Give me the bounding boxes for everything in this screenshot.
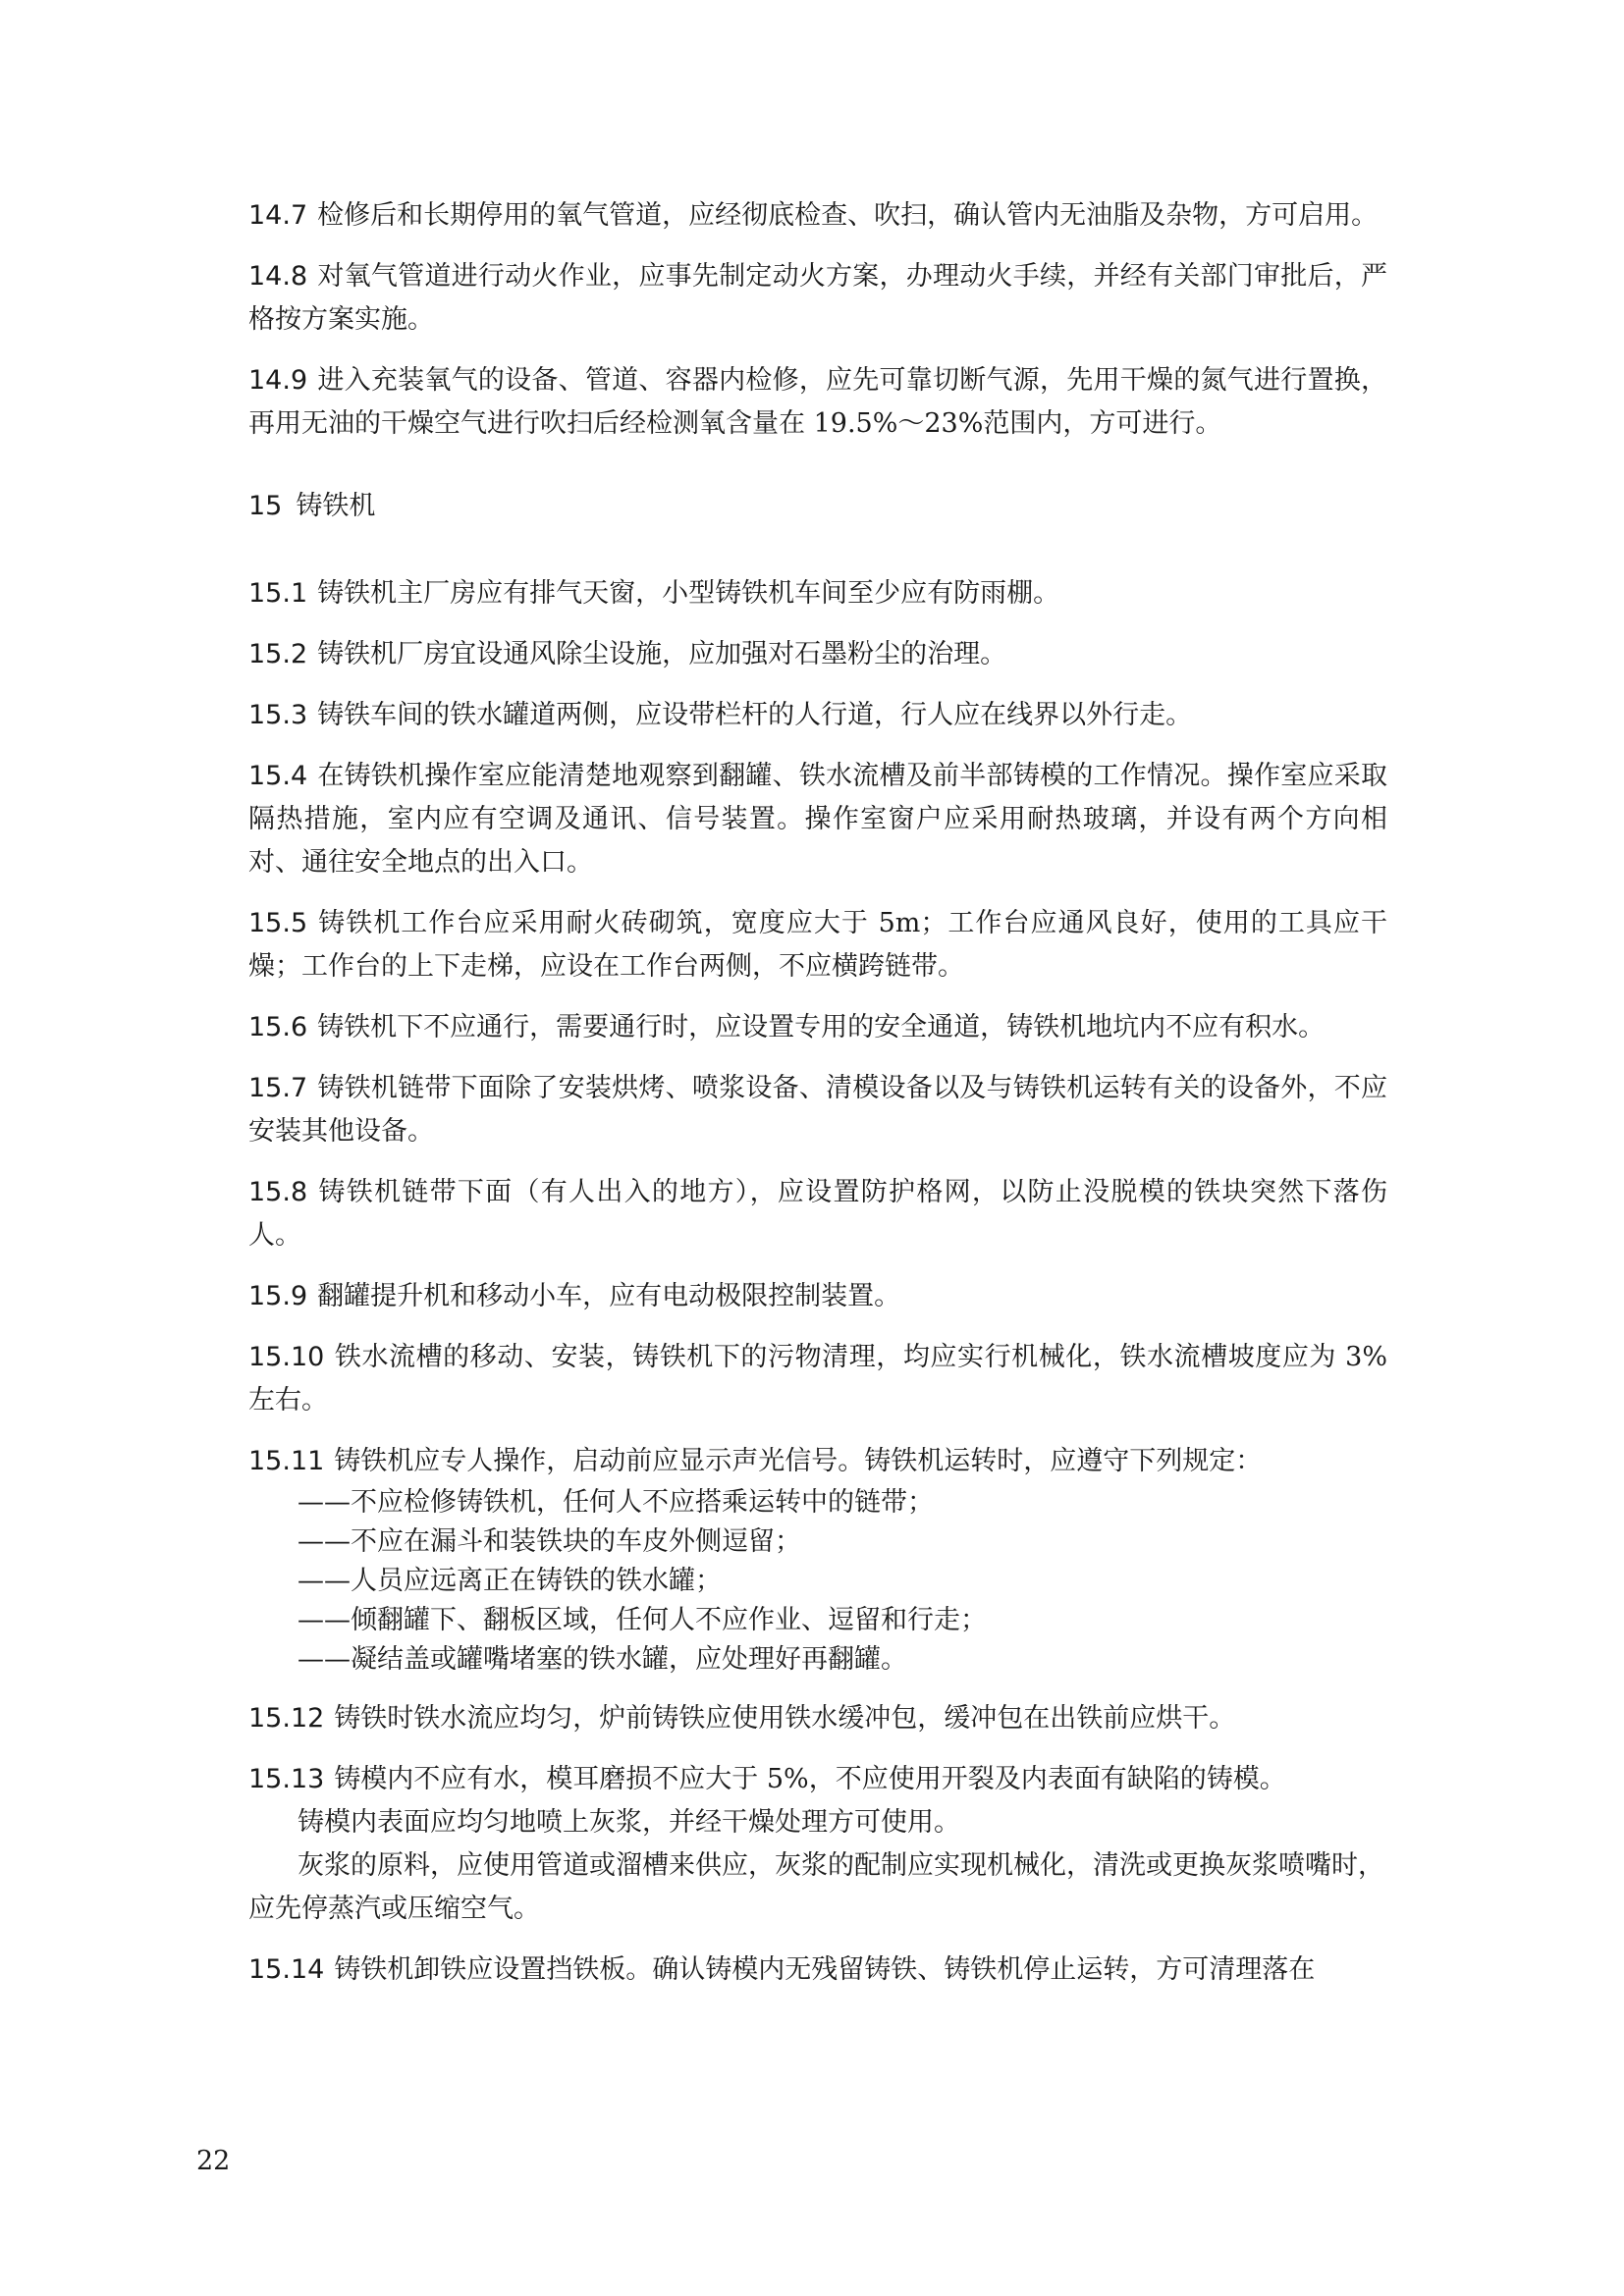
clause-15-11-intro: 15.11 铸铁机应专人操作，启动前应显示声光信号。铸铁机运转时，应遵守下列规定： xyxy=(248,1446,1263,1476)
clause-15-10: 15.10 铁水流槽的移动、安装，铸铁机下的污物清理，均应实行机械化，铁水流槽坡度应为 3%左右。 xyxy=(248,1342,1387,1415)
list-item: ——倾翻罐下、翻板区域，任何人不应作业、逗留和行走； xyxy=(298,1605,987,1635)
list-item: ——人员应远离正在铸铁的铁水罐； xyxy=(298,1566,722,1596)
clause-14-8: 14.8 对氧气管道进行动火作业，应事先制定动火方案，办理动火手续，并经有关部门审批后，严格按方案实施。 xyxy=(248,261,1387,335)
section-heading: 15 铸铁机 xyxy=(248,491,376,521)
clause-14-9: 14.9 进入充装氧气的设备、管道、容器内检修，应先可靠切断气源，先用干燥的氮气进行置换，再用无油的干燥空气进行吹扫后经检测氧含量在 19.5%～23%范围内，方可进行。 xyxy=(248,365,1387,439)
clause-15-1: 15.1 铸铁机主厂房应有排气天窗，小型铸铁机车间至少应有防雨棚。 xyxy=(248,578,1060,609)
clause-15-5: 15.5 铸铁机工作台应采用耐火砖砌筑，宽度应大于 5m；工作台应通风良好，使用的工具应干燥；工作台的上下走梯，应设在工作台两侧，不应横跨链带。 xyxy=(248,908,1387,982)
rule-list xyxy=(298,1483,1387,1680)
list-item: ——不应检修铸铁机，任何人不应搭乘运转中的链带； xyxy=(298,1487,934,1518)
clause-15-7: 15.7 铸铁机链带下面除了安装烘烤、喷浆设备、清模设备以及与铸铁机运转有关的设备外，不应安装其他设备。 xyxy=(248,1073,1387,1147)
clause-15-9: 15.9 翻罐提升机和移动小车，应有电动极限控制装置。 xyxy=(248,1281,901,1311)
clause-15-3: 15.3 铸铁车间的铁水罐道两侧，应设带栏杆的人行道，行人应在线界以外行走。 xyxy=(248,700,1193,730)
page-number: 22 xyxy=(196,2146,231,2176)
clause-15-13-para-3: 灰浆的原料，应使用管道或溜槽来供应，灰浆的配制应实现机械化，清洗或更换灰浆喷嘴时，应先停蒸汽或压缩空气。 xyxy=(248,1850,1384,1924)
list-item: ——不应在漏斗和装铁块的车皮外侧逗留； xyxy=(298,1526,801,1557)
clause-15-13-para-2: 铸模内表面应均匀地喷上灰浆，并经干燥处理方可使用。 xyxy=(298,1807,960,1838)
clause-15-6: 15.6 铸铁机下不应通行，需要通行时，应设置专用的安全通道，铸铁机地坑内不应有积水。 xyxy=(248,1012,1326,1042)
clause-15-8: 15.8 铸铁机链带下面（有人出入的地方），应设置防护格网，以防止没脱模的铁块突然下落伤人。 xyxy=(248,1177,1387,1251)
clause-15-14: 15.14 铸铁机卸铁应设置挡铁板。确认铸模内无残留铸铁、铸铁机停止运转，方可清理落在 xyxy=(248,1954,1316,1985)
clause-15-12: 15.12 铸铁时铁水流应均匀，炉前铸铁应使用铁水缓冲包，缓冲包在出铁前应烘干。 xyxy=(248,1703,1236,1734)
clause-15-13 xyxy=(248,1758,1387,1931)
document-body xyxy=(248,194,1387,2009)
clause-15-2: 15.2 铸铁机厂房宜设通风除尘设施，应加强对石墨粉尘的治理。 xyxy=(248,639,1007,669)
list-item: ——凝结盖或罐嘴堵塞的铁水罐，应处理好再翻罐。 xyxy=(298,1644,907,1675)
clause-15-4: 15.4 在铸铁机操作室应能清楚地观察到翻罐、铁水流槽及前半部铸模的工作情况。操作室应采取隔热措施，室内应有空调及通讯、信号装置。操作室窗户应采用耐热玻璃，并设有两个方向相对、通往安全地点的出入口。 xyxy=(248,761,1387,878)
clause-15-13-intro: 15.13 铸模内不应有水，模耳磨损不应大于 5%，不应使用开裂及内表面有缺陷的铸模。 xyxy=(248,1764,1286,1794)
clause-15-11 xyxy=(248,1440,1387,1680)
clause-14-7: 14.7 检修后和长期停用的氧气管道，应经彻底检查、吹扫，确认管内无油脂及杂物，方可启用。 xyxy=(248,200,1379,231)
